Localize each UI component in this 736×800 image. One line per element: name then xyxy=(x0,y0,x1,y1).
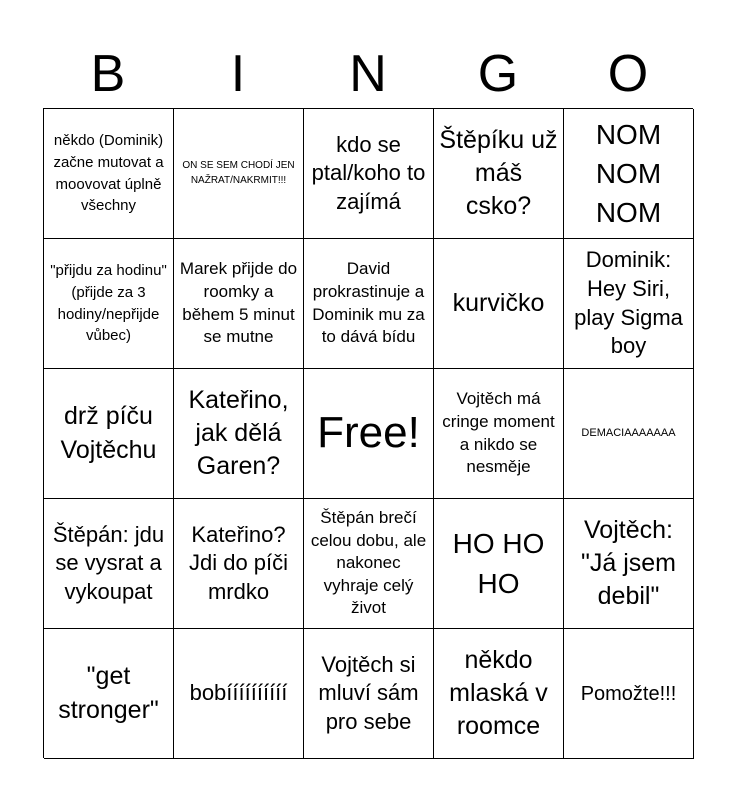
bingo-cell-r1c2[interactable] xyxy=(174,109,304,239)
cell-text: Štěpán: jdu se vysrat a vykoupat xyxy=(52,521,165,604)
bingo-cell-free[interactable] xyxy=(304,369,434,499)
bingo-cell-r4c5[interactable] xyxy=(564,499,694,629)
bingo-cell-r2c3[interactable] xyxy=(304,239,434,369)
cell-text: Vojtěch si mluví sám pro sebe xyxy=(318,651,419,734)
bingo-cell-r1c4[interactable] xyxy=(434,109,564,239)
bingo-cell-r3c1[interactable] xyxy=(44,369,174,499)
bingo-cell-r3c4[interactable] xyxy=(434,369,564,499)
bingo-card-grid xyxy=(43,108,693,758)
bingo-cell-r3c2[interactable] xyxy=(174,369,304,499)
cell-text: Kateřino? Jdi do píči mrdko xyxy=(188,521,289,604)
cell-text: Marek přijde do roomky a během 5 minut se mutne xyxy=(179,259,298,347)
bingo-cell-r4c2[interactable] xyxy=(174,499,304,629)
bingo-header xyxy=(43,40,693,108)
cell-text: David prokrastinuje a Dominik mu za to dává bídu xyxy=(312,259,425,347)
cell-text: Vojtěch: "Já jsem debil" xyxy=(580,515,676,611)
bingo-cell-r2c4[interactable] xyxy=(434,239,564,369)
cell-text: ON SE SEM CHODÍ JEN NAŽRAT/NAKRMIT!!! xyxy=(182,160,295,186)
bingo-cell-r5c3[interactable] xyxy=(304,629,434,759)
cell-text: někdo (Dominik) začne mutovat a moovovat úplně všechny xyxy=(53,132,164,215)
bingo-cell-r4c4[interactable] xyxy=(434,499,564,629)
cell-text: "přijdu za hodinu" (přijde za 3 hodiny/nepřijde vůbec) xyxy=(50,262,167,345)
bingo-cell-r5c1[interactable] xyxy=(44,629,174,759)
bingo-cell-r3c5[interactable] xyxy=(564,369,694,499)
bingo-cell-r2c2[interactable] xyxy=(174,239,304,369)
bingo-cell-r4c1[interactable] xyxy=(44,499,174,629)
cell-text: někdo mlaská v roomce xyxy=(449,645,548,741)
bingo-cell-r1c1[interactable] xyxy=(44,109,174,239)
free-space-text: Free! xyxy=(317,408,420,458)
bingo-cell-r5c4[interactable] xyxy=(434,629,564,759)
bingo-cell-r1c3[interactable] xyxy=(304,109,434,239)
cell-text: Štěpíku už máš csko? xyxy=(439,125,558,221)
cell-text: kurvičko xyxy=(452,288,545,317)
header-letter-n: N xyxy=(349,45,387,103)
header-letter-g: G xyxy=(477,45,519,103)
header-letter-i: I xyxy=(230,45,246,103)
cell-text: Kateřino, jak dělá Garen? xyxy=(188,385,289,481)
cell-text: HO HO HO xyxy=(452,528,545,599)
bingo-cell-r1c5[interactable] xyxy=(564,109,694,239)
cell-text: Dominik: Hey Siri, play Sigma boy xyxy=(574,247,683,359)
bingo-cell-r5c5[interactable] xyxy=(564,629,694,759)
bingo-cell-r4c3[interactable] xyxy=(304,499,434,629)
cell-text: Pomožte!!! xyxy=(580,682,677,705)
bingo-cell-r2c1[interactable] xyxy=(44,239,174,369)
cell-text: NOM NOM NOM xyxy=(595,118,662,229)
bingo-cell-r5c2[interactable] xyxy=(174,629,304,759)
cell-text: DEMACIAAAAAAA xyxy=(581,426,676,439)
bingo-cell-r2c5[interactable] xyxy=(564,239,694,369)
cell-text: Vojtěch má cringe moment a nikdo se nesměje xyxy=(442,389,555,477)
cell-text: kdo se ptal/koho to zajímá xyxy=(311,131,426,214)
header-letter-o: O xyxy=(607,45,649,103)
header-letter-b: B xyxy=(90,45,126,103)
cell-text: "get stronger" xyxy=(58,662,159,724)
cell-text: drž píču Vojtěchu xyxy=(60,402,157,464)
cell-text: Štěpán brečí celou dobu, ale nakonec vyhraje celý život xyxy=(310,507,427,618)
cell-text: bobíííííííííí xyxy=(189,680,288,706)
